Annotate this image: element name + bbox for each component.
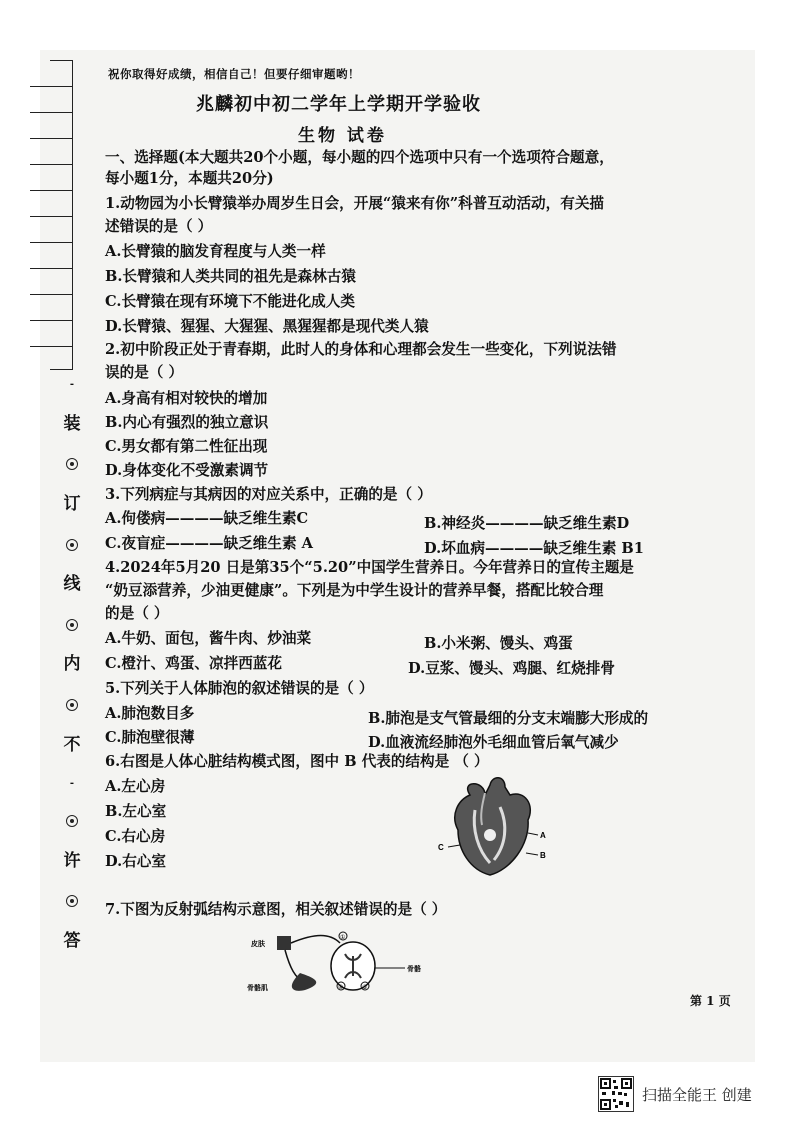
- question-1-option-d: D.长臂猿、猩猩、大猩猩、黑猩猩都是现代类人猿: [105, 318, 429, 335]
- question-2-option-b: B.内心有强烈的独立意识: [105, 414, 269, 431]
- question-1-option-a: A.长臂猿的脑发育程度与人类一样: [105, 243, 326, 260]
- circle-dot-icon: [66, 458, 78, 470]
- reflex-label-skin: 皮肤: [251, 940, 265, 948]
- reflex-label-bone: 骨骼: [407, 965, 421, 973]
- question-2-stem: 误的是（ ）: [105, 364, 184, 381]
- scanner-watermark: [598, 1076, 752, 1112]
- question-3-option-d: D.坏血病————缺乏维生素 B1: [424, 540, 644, 557]
- question-2-option-c: C.男女都有第二性征出现: [105, 438, 268, 455]
- heart-label-b: B: [540, 851, 546, 860]
- circle-dot-icon: [66, 895, 78, 907]
- question-2-option-d: D.身体变化不受激素调节: [105, 462, 269, 479]
- question-4-stem: 的是（ ）: [105, 605, 169, 622]
- question-4-option-a: A.牛奶、面包，酱牛肉、炒油菜: [105, 630, 312, 647]
- binding-char: 线: [63, 574, 81, 595]
- question-3-stem: 3.下列病症与其病因的对应关系中，正确的是（ ）: [105, 486, 432, 503]
- question-5-option-a: A.肺泡数目多: [105, 705, 195, 722]
- question-1-stem: 述错误的是（ ）: [105, 218, 213, 235]
- question-6-option-d: D.右心室: [105, 853, 166, 870]
- question-6-option-b: B.左心室: [105, 803, 167, 820]
- question-1-option-b: B.长臂猿和人类共同的祖先是森林古猿: [105, 268, 356, 285]
- circle-dot-icon: [66, 619, 78, 631]
- question-4-stem: 4.2024年5月20 日是第35个“5.20”中国学生营养日。今年营养日的宣传主题是: [105, 559, 634, 576]
- question-7-stem: 7.下图为反射弧结构示意图，相关叙述错误的是（ ）: [105, 901, 447, 918]
- question-4-option-b: B.小米粥、馒头、鸡蛋: [424, 635, 573, 652]
- question-3-option-c: C.夜盲症————缺乏维生素 A: [105, 535, 313, 552]
- student-info-box: [50, 60, 73, 370]
- reflex-label-1: ①: [340, 934, 346, 941]
- question-1-stem: 1.动物园为小长臂猿举办周岁生日会，开展“猿来有你”科普互动活动，有关描: [105, 195, 605, 212]
- section-heading: 一、选择题(本大题共20个小题，每小题的四个选项中只有一个选项符合题意，: [105, 149, 614, 166]
- heart-label-a: A: [540, 831, 546, 840]
- binding-char: 许: [63, 850, 81, 871]
- question-6-stem: 6.右图是人体心脏结构模式图，图中 B 代表的结构是 （ ）: [105, 753, 489, 770]
- circle-dot-icon: [66, 699, 78, 711]
- question-5-option-b: B.肺泡是支气管最细的分支末端膨大形成的: [368, 710, 649, 727]
- exam-tagline: 祝你取得好成绩，相信自己！但要仔细审题哟！: [108, 67, 360, 81]
- question-6-option-a: A.左心房: [105, 778, 166, 795]
- heart-diagram: [430, 775, 560, 885]
- question-2-option-a: A.身高有相对较快的增加: [105, 390, 268, 407]
- question-6-option-c: C.右心房: [105, 828, 166, 845]
- question-5-option-c: C.肺泡壁很薄: [105, 729, 195, 746]
- question-5-stem: 5.下列关于人体肺泡的叙述错误的是（ ）: [105, 680, 374, 697]
- binding-char: 订: [63, 493, 81, 514]
- question-4-option-c: C.橙汁、鸡蛋、凉拌西蓝花: [105, 655, 282, 672]
- question-2-stem: 2.初中阶段正处于青春期，此时人的身体和心理都会发生一些变化，下列说法错: [105, 341, 617, 358]
- reflex-label-4: ④: [338, 984, 344, 991]
- exam-subtitle: 生物 试卷: [298, 126, 387, 146]
- question-1-option-c: C.长臂猿在现有环境下不能进化成人类: [105, 293, 355, 310]
- question-4-stem: “奶豆添营养，少油更健康”。下列是为中学生设计的营养早餐，搭配比较合理: [105, 582, 604, 599]
- binding-char: 装: [63, 413, 81, 434]
- question-5-option-d: D.血液流经肺泡外毛细血管后氧气减少: [368, 734, 619, 751]
- page-number: 第 1 页: [690, 994, 731, 1008]
- circle-dot-icon: [66, 815, 78, 827]
- exam-title: 兆麟初中初二学年上学期开学验收: [196, 94, 481, 115]
- qr-code-icon: [598, 1076, 634, 1112]
- section-heading: 每小题1分，本题共20分): [105, 170, 274, 187]
- scanner-credit: 扫描全能王 创建: [642, 1085, 752, 1104]
- heart-label-c: C: [438, 843, 444, 852]
- circle-dot-icon: [66, 539, 78, 551]
- reflex-arc-diagram: [245, 928, 445, 998]
- reflex-label-muscle: 骨骼肌: [247, 984, 268, 992]
- question-4-option-d: D.豆浆、馒头、鸡腿、红烧排骨: [408, 660, 615, 677]
- binding-char: 内: [63, 654, 81, 675]
- binding-char: 不: [63, 734, 81, 755]
- reflex-label-5: ⑤: [362, 984, 368, 991]
- question-3-option-a: A.佝偻病————缺乏维生素C: [105, 510, 309, 527]
- binding-line: - 装 订 线 内 不 - 许 答: [63, 379, 81, 951]
- question-3-option-b: B.神经炎————缺乏维生素D: [424, 515, 630, 532]
- binding-char: 答: [63, 930, 81, 951]
